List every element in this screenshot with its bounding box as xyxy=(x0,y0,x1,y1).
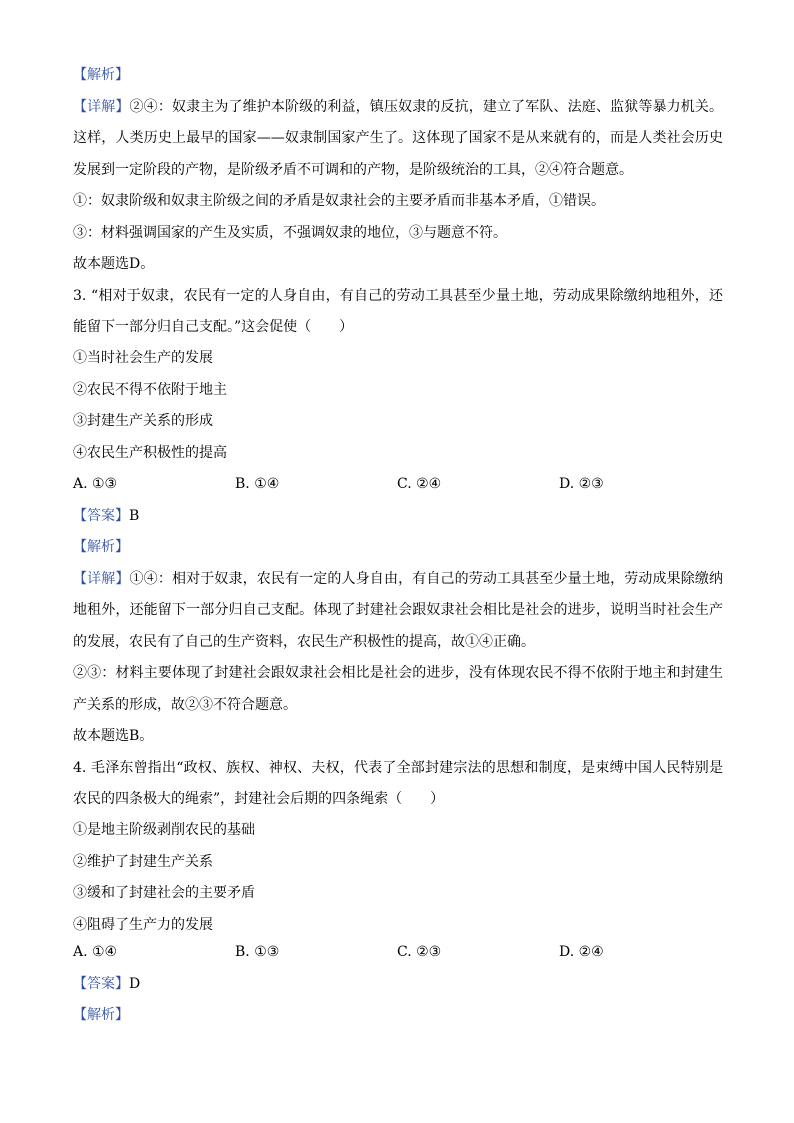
q4-statement-4: ④阻碍了生产力的发展 xyxy=(73,917,213,933)
q3-other-line-2: 产关系的形成，故②③不符合题意。 xyxy=(73,697,297,713)
q3-stem-line-2: 能留下一部分归自己支配。”这会促使（ ） xyxy=(73,319,354,335)
q2-detail-line-1 xyxy=(73,97,723,117)
q4-answer xyxy=(73,974,723,994)
q3-statement-2: ②农民不得不依附于地主 xyxy=(73,382,227,398)
q4-stem-line-1: 4. 毛泽东曾指出“政权、族权、神权、夫权，代表了全部封建宗法的思想和制度，是束缚中国人民特别是 xyxy=(73,760,723,776)
q4-statement-3: ③缓和了封建社会的主要矛盾 xyxy=(73,885,255,901)
q4-statement-1: ①是地主阶级剥削农民的基础 xyxy=(73,822,255,838)
q2-conclusion: 故本题选D。 xyxy=(73,256,155,272)
q2-detail-text-1: ②④：奴隶主为了维护本阶级的利益，镇压奴隶的反抗，建立了军队、法庭、监狱等暴力机关。 xyxy=(129,99,723,115)
analysis-tag: 【解析】 xyxy=(73,539,129,555)
answer-tag: 【答案】 xyxy=(73,508,129,524)
q3-answer xyxy=(73,506,723,526)
analysis-label xyxy=(73,65,723,85)
q2-detail-line-2: 这样，人类历史上最早的国家——奴隶制国家产生了。这体现了国家不是从来就有的，而是人类社会历史 xyxy=(73,130,723,146)
detail-tag: 【详解】 xyxy=(73,571,130,587)
q2-point-3: ③：材料强调国家的产生及实质，不强调奴隶的地位，③与题意不符。 xyxy=(73,225,507,241)
q2-point-1: ①：奴隶阶级和奴隶主阶级之间的矛盾是奴隶社会的主要矛盾而非基本矛盾，①错误。 xyxy=(73,193,605,209)
q3-conclusion: 故本题选B。 xyxy=(73,728,154,744)
q3-detail-line-1 xyxy=(73,569,723,589)
q3-statement-1: ①当时社会生产的发展 xyxy=(73,350,213,366)
q4-analysis-label xyxy=(73,1005,723,1025)
q3-statement-3: ③封建生产关系的形成 xyxy=(73,413,213,429)
q3-analysis-label xyxy=(73,537,723,557)
q3-other-line-1: ②③：材料主要体现了封建社会跟奴隶社会相比是社会的进步，没有体现农民不得不依附于地主和封建生 xyxy=(73,665,723,681)
q3-statement-4: ④农民生产积极性的提高 xyxy=(73,445,227,461)
detail-tag: 【详解】 xyxy=(73,99,130,115)
q2-detail-line-3: 发展到一定阶段的产物，是阶级矛盾不可调和的产物，是阶级统治的工具，②④符合题意。 xyxy=(73,162,633,178)
q3-option-c: C. ②④ xyxy=(397,476,442,492)
analysis-tag: 【解析】 xyxy=(73,67,129,83)
q3-detail-line-3: 的发展，农民有了自己的生产资料，农民生产积极性的提高，故①④正确。 xyxy=(73,634,535,650)
q4-option-d: D. ②④ xyxy=(559,944,604,960)
analysis-tag: 【解析】 xyxy=(73,1007,129,1023)
q4-stem-line-2: 农民的四条极大的绳索”，封建社会后期的四条绳索（ ） xyxy=(73,791,445,807)
answer-tag: 【答案】 xyxy=(73,976,129,992)
q4-answer-value: D xyxy=(129,976,141,992)
q4-statement-2: ②维护了封建生产关系 xyxy=(73,854,213,870)
q3-option-a: A. ①③ xyxy=(73,476,118,492)
q3-detail-line-2: 地租外，还能留下一部分归自己支配。体现了封建社会跟奴隶社会相比是社会的进步，说明当时社会生产 xyxy=(73,602,723,618)
q3-detail-text-1: ①④：相对于奴隶，农民有一定的人身自由，有自己的劳动工具甚至少量土地，劳动成果除缴纳 xyxy=(129,571,723,587)
q4-option-b: B. ①③ xyxy=(235,944,280,960)
q3-answer-value: B xyxy=(129,508,140,524)
q3-stem-line-1: 3. “相对于奴隶，农民有一定的人身自由，有自己的劳动工具甚至少量土地，劳动成果除缴纳地租外，还 xyxy=(73,288,723,304)
q4-option-c: C. ②③ xyxy=(397,944,442,960)
q3-option-b: B. ①④ xyxy=(235,476,280,492)
q3-option-d: D. ②③ xyxy=(559,476,604,492)
q4-option-a: A. ①④ xyxy=(73,944,118,960)
